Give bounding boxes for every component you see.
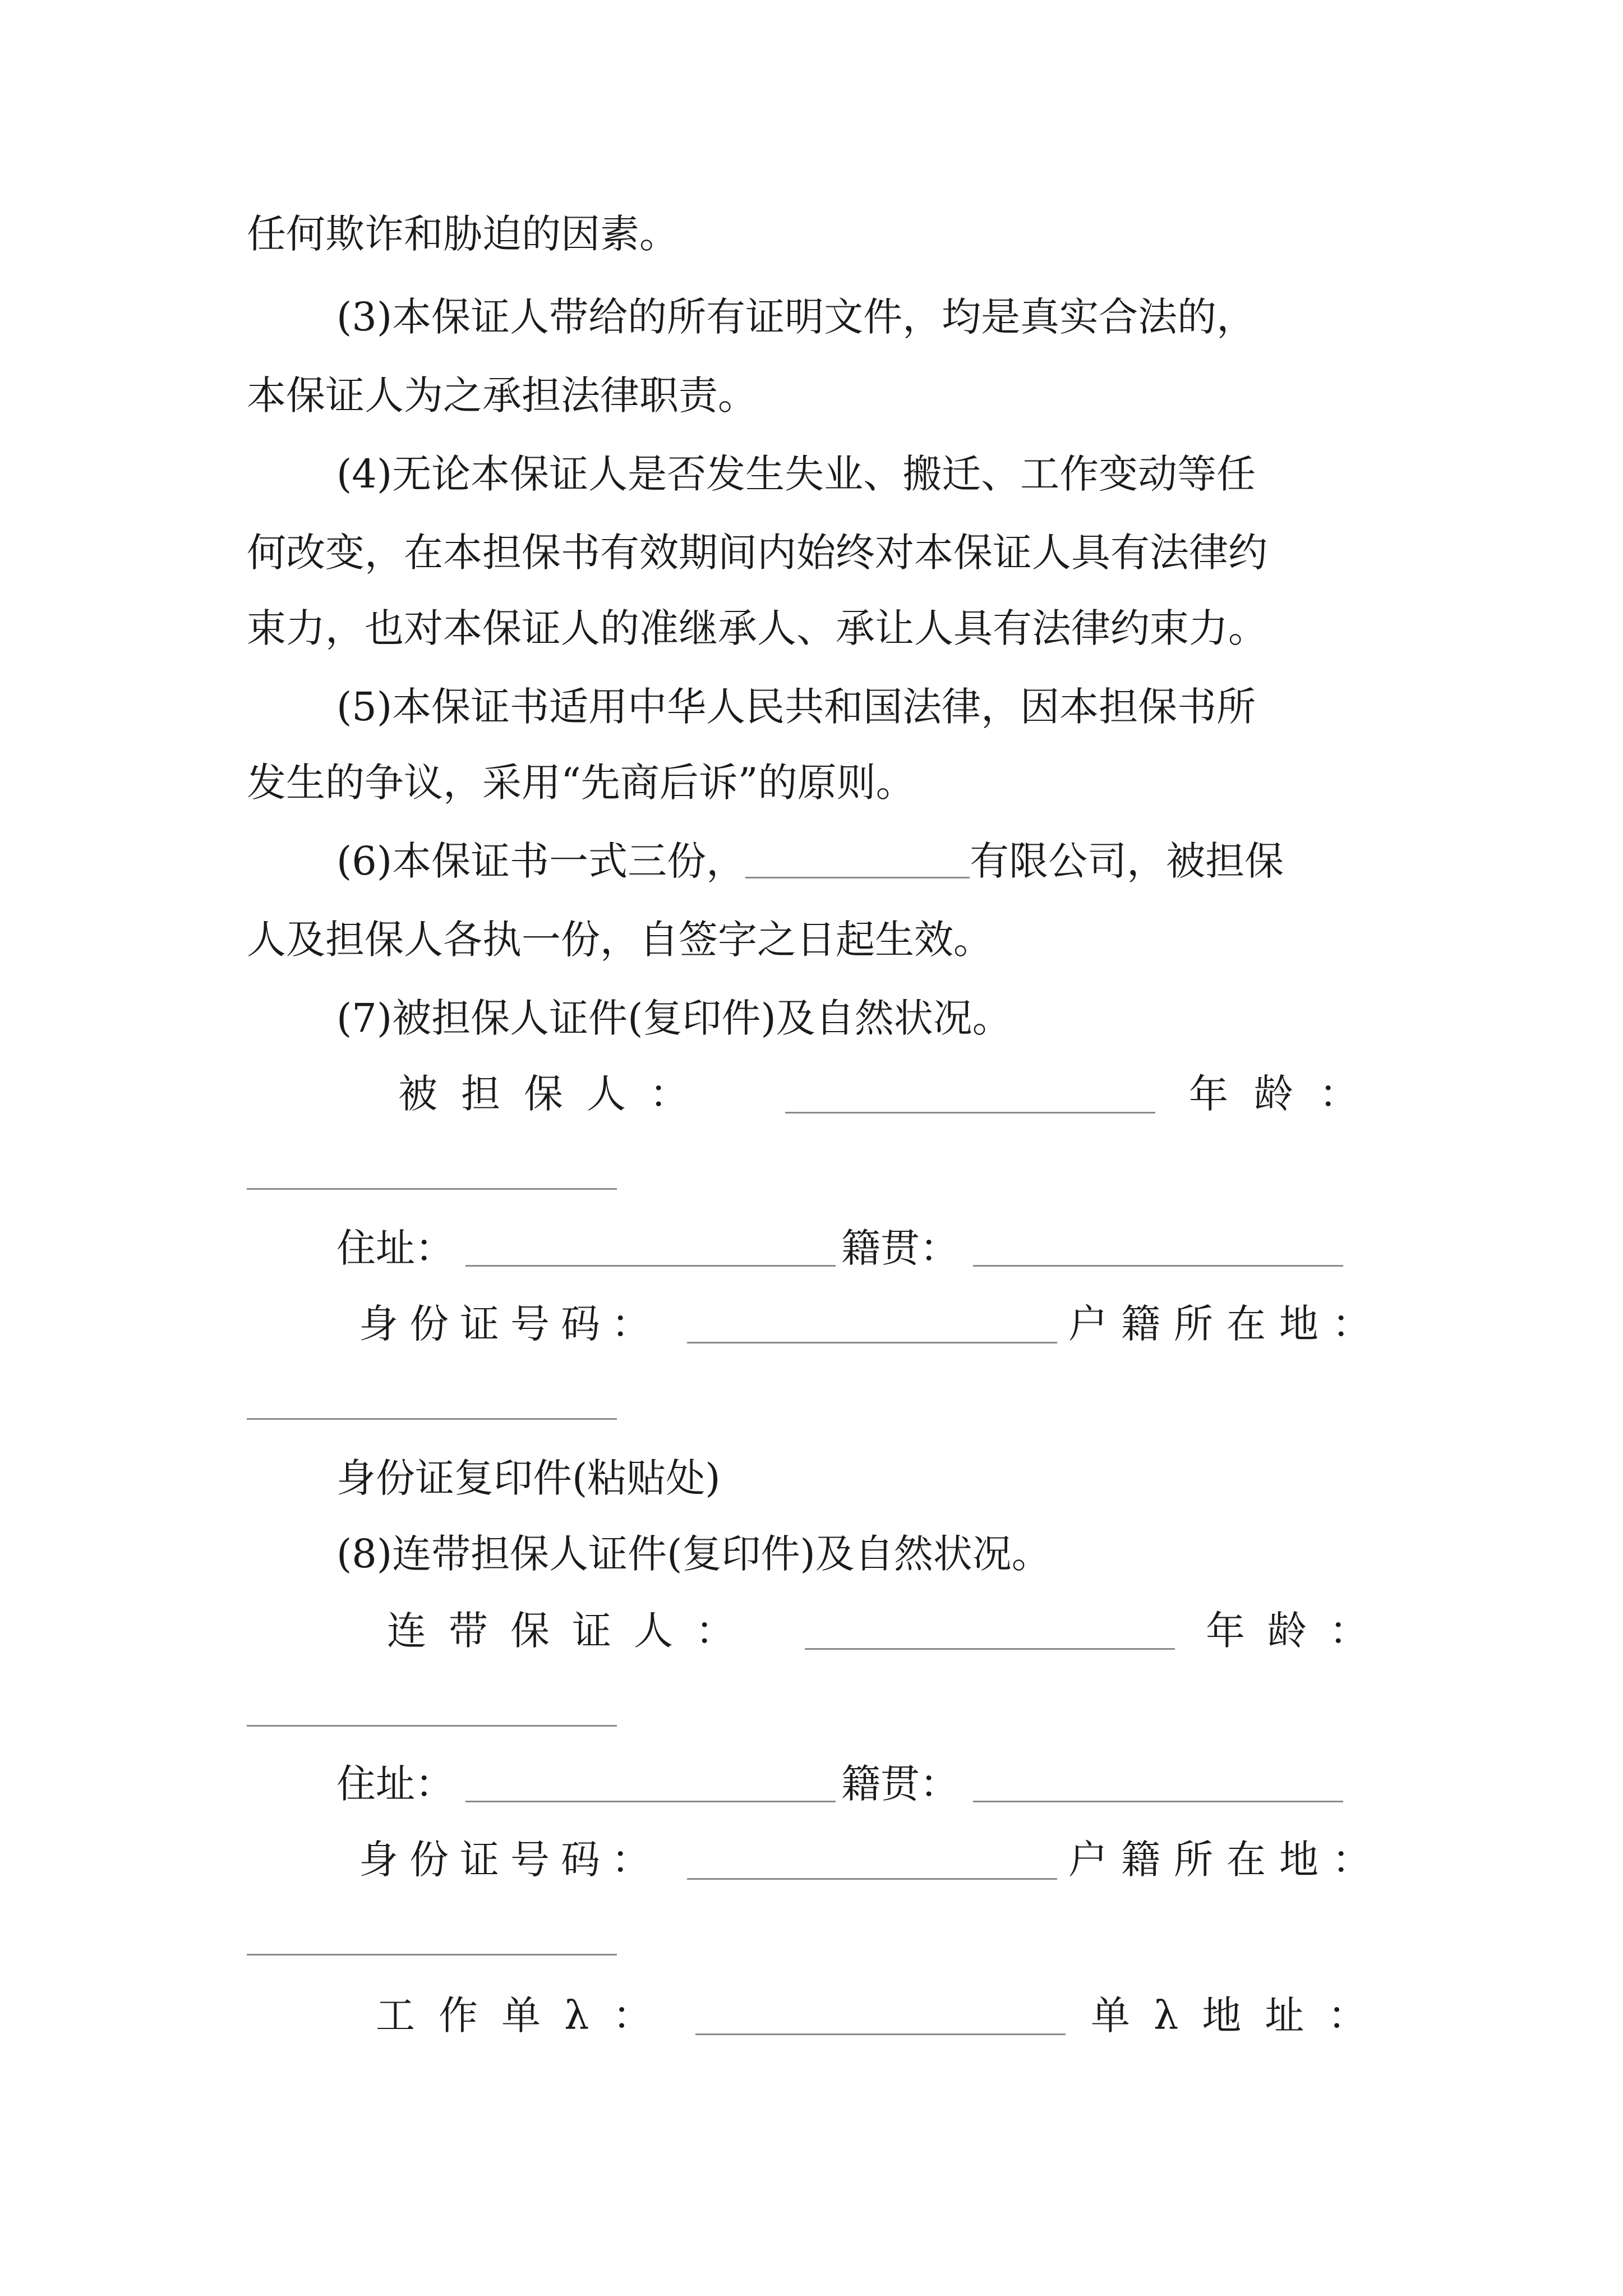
native-place-blank[interactable]	[973, 1265, 1343, 1267]
paragraph-text: 有限公司，被担保	[970, 838, 1284, 884]
address-label: 住址：	[336, 1761, 454, 1807]
id-number-label: 身份证号码：	[359, 1301, 662, 1347]
paragraph-line: 何改变，在本担保书有效期间内始终对本保证人具有法律约	[247, 530, 1267, 576]
guaranteed-label: 被担保人：	[398, 1071, 712, 1117]
paragraph-line: 束力，也对本保证人的准继承人、承让人具有法律约束力。	[247, 605, 1267, 651]
id-number-blank[interactable]	[687, 1878, 1057, 1880]
age-label: 年龄：	[1206, 1608, 1391, 1654]
native-place-label: 籍贯：	[841, 1225, 959, 1271]
work-unit-label: 工作单λ：	[376, 1993, 676, 2039]
paragraph-line: (4)无论本保证人是否发生失业、搬迁、工作变动等任	[336, 451, 1256, 497]
age-label: 年龄：	[1189, 1071, 1384, 1117]
address-blank[interactable]	[465, 1801, 836, 1802]
paragraph-line: (5)本保证书适用中华人民共和国法律，因本担保书所	[336, 684, 1256, 730]
paragraph-line: (3)本保证人带给的所有证明文件，均是真实合法的，	[336, 294, 1256, 340]
paragraph-line: 本保证人为之承担法律职责。	[247, 372, 757, 418]
id-copy-note: 身份证复印件(粘贴处)	[336, 1455, 721, 1501]
age-blank[interactable]	[247, 1725, 617, 1727]
paragraph-line: (7)被担保人证件(复印件)及自然状况。	[336, 995, 1012, 1041]
paragraph-line: 发生的争议，采用“先商后诉”的原则。	[247, 760, 915, 806]
joint-guarantor-label: 连带保证人：	[387, 1608, 757, 1654]
household-label: 户籍所在地：	[1068, 1837, 1385, 1883]
work-unit-blank[interactable]	[695, 2033, 1066, 2035]
guaranteed-blank[interactable]	[785, 1112, 1155, 1114]
native-place-label: 籍贯：	[841, 1761, 959, 1807]
work-address-label: 单λ地址：	[1091, 1993, 1391, 2039]
address-label: 住址：	[336, 1225, 454, 1271]
household-label: 户籍所在地：	[1068, 1301, 1385, 1347]
paragraph-line: 人及担保人各执一份，自签字之日起生效。	[247, 917, 993, 963]
age-blank[interactable]	[247, 1188, 617, 1190]
company-blank[interactable]	[745, 875, 970, 878]
household-blank[interactable]	[247, 1418, 617, 1420]
paragraph-line	[336, 836, 1284, 886]
id-number-blank[interactable]	[687, 1342, 1057, 1343]
household-blank[interactable]	[247, 1954, 617, 1955]
joint-guarantor-blank[interactable]	[805, 1648, 1175, 1650]
paragraph-line: 任何欺诈和胁迫的因素。	[247, 211, 679, 257]
paragraph-text: (6)本保证书一式三份，	[336, 838, 746, 884]
id-number-label: 身份证号码：	[359, 1837, 662, 1883]
native-place-blank[interactable]	[973, 1801, 1343, 1802]
address-blank[interactable]	[465, 1265, 836, 1267]
paragraph-line: (8)连带担保人证件(复印件)及自然状况。	[336, 1531, 1051, 1577]
